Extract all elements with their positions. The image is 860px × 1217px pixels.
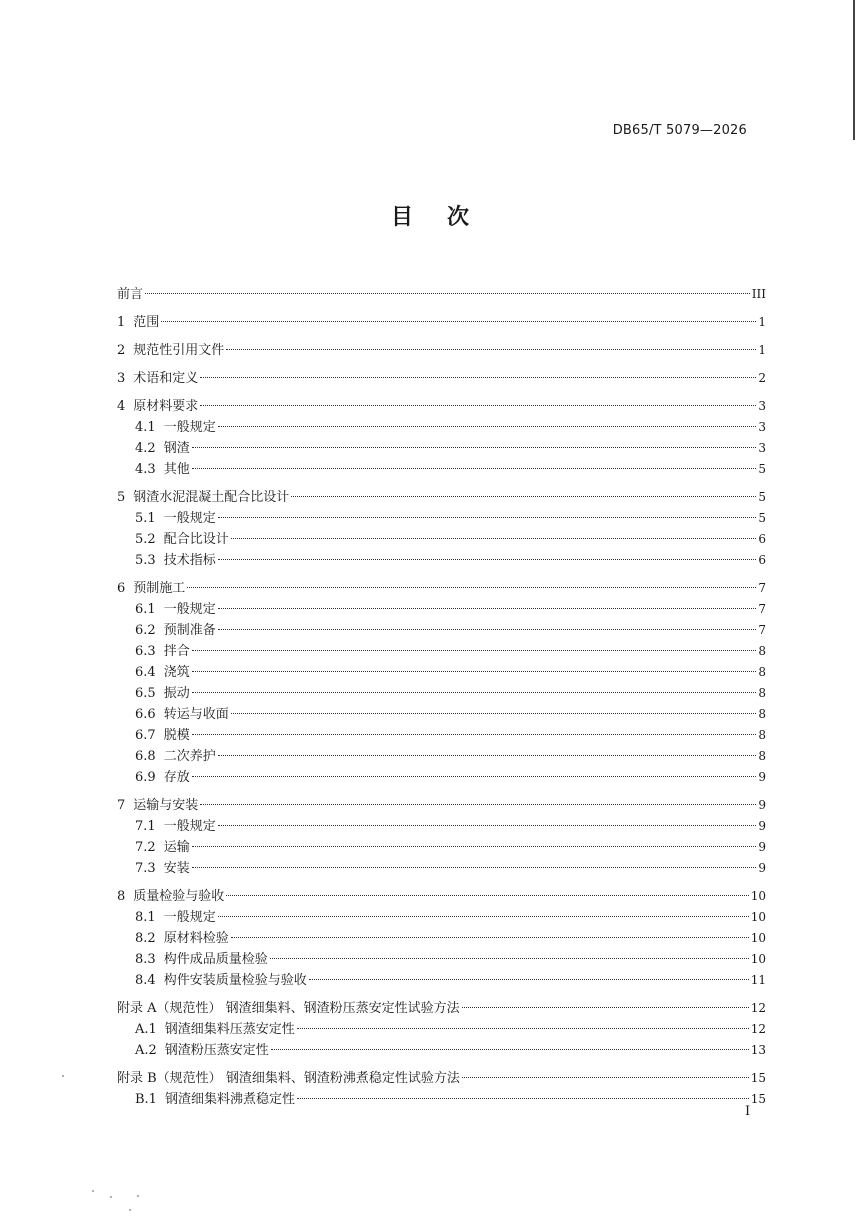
toc-entry-number: 4.3 xyxy=(135,462,156,477)
toc-entry-number: 6.3 xyxy=(135,644,156,659)
toc-entry-page: 12 xyxy=(750,1022,766,1036)
toc-entry-number: 5 xyxy=(117,490,126,505)
toc-entry-page: 1 xyxy=(758,343,766,357)
document-code: DB65/T 5079—2026 xyxy=(612,123,747,138)
toc-entry-number: 5.2 xyxy=(135,532,156,547)
toc-entry[interactable] xyxy=(117,999,766,1017)
toc-entry-number: 4 xyxy=(117,399,126,414)
toc-entry-number: 6.4 xyxy=(135,665,156,680)
toc-entry-number: 6.5 xyxy=(135,686,156,701)
toc-entry-page: 9 xyxy=(758,798,766,812)
toc-entry-title: 运输 xyxy=(163,840,190,855)
toc-entry-title: 钢渣粉压蒸安定性 xyxy=(164,1043,269,1058)
toc-entry[interactable] xyxy=(135,768,766,786)
toc-entry-title: 前言 xyxy=(117,287,144,302)
toc-entry-title: 浇筑 xyxy=(163,665,190,680)
toc-dot-leader xyxy=(271,1049,749,1050)
toc-entry-title: 规范性引用文件 xyxy=(133,343,225,358)
toc-entry[interactable] xyxy=(135,509,766,527)
toc-entry-page: 8 xyxy=(758,728,766,742)
toc-entry-title: 技术指标 xyxy=(163,553,216,568)
scan-speck xyxy=(92,1190,94,1192)
toc-dot-leader xyxy=(231,538,757,539)
toc-dot-leader xyxy=(226,349,756,350)
toc-entry-title: 脱模 xyxy=(163,728,190,743)
toc-entry[interactable] xyxy=(135,705,766,723)
toc-entry-page: 8 xyxy=(758,644,766,658)
toc-entry-page: 10 xyxy=(750,910,766,924)
toc-entry-page: 8 xyxy=(758,665,766,679)
toc-entry-page: 7 xyxy=(758,581,766,595)
toc-entry-title: 原材料要求 xyxy=(133,399,199,414)
toc-entry[interactable] xyxy=(135,971,766,989)
toc-entry-page: 5 xyxy=(758,462,766,476)
scan-speck xyxy=(62,1075,64,1077)
toc-entry[interactable] xyxy=(135,838,766,856)
toc-entry-number: 4.1 xyxy=(135,420,156,435)
toc-entry-page: 8 xyxy=(758,707,766,721)
toc-entry-number: 8.1 xyxy=(135,910,156,925)
toc-entry-number: 6 xyxy=(117,581,126,596)
toc-entry-page: 5 xyxy=(758,490,766,504)
toc-entry-title: 质量检验与验收 xyxy=(133,889,225,904)
toc-entry-title: 构件成品质量检验 xyxy=(163,952,268,967)
toc-dot-leader xyxy=(297,1028,749,1029)
toc-entry[interactable] xyxy=(135,1090,766,1108)
toc-entry[interactable] xyxy=(135,1020,766,1038)
toc-entry-number: 5.1 xyxy=(135,511,156,526)
toc-entry-page: 9 xyxy=(758,840,766,854)
toc-entry[interactable] xyxy=(117,341,766,359)
toc-entry-page: 3 xyxy=(758,399,766,413)
toc-dot-leader xyxy=(192,468,757,469)
scan-speck xyxy=(129,1209,131,1211)
toc-entry[interactable] xyxy=(135,929,766,947)
toc-entry[interactable] xyxy=(135,530,766,548)
toc-entry-title: 一般规定 xyxy=(163,910,216,925)
toc-dot-leader xyxy=(231,713,757,714)
scan-speck xyxy=(110,1196,112,1198)
toc-entry-title: 附录 B（规范性） 钢渣细集料、钢渣粉沸煮稳定性试验方法 xyxy=(117,1071,460,1086)
toc-entry[interactable] xyxy=(135,460,766,478)
toc-dot-leader xyxy=(187,587,756,588)
toc-entry-number: 6.7 xyxy=(135,728,156,743)
toc-entry[interactable] xyxy=(135,663,766,681)
toc-entry[interactable] xyxy=(135,439,766,457)
toc-entry-page: 5 xyxy=(758,511,766,525)
toc-dot-leader xyxy=(192,776,757,777)
toc-entry-title: 构件安装质量检验与验收 xyxy=(163,973,307,988)
toc-entry-page: 9 xyxy=(758,861,766,875)
toc-dot-leader xyxy=(192,650,757,651)
toc-entry-number: 7.1 xyxy=(135,819,156,834)
toc-entry-title: 原材料检验 xyxy=(163,931,229,946)
toc-dot-leader xyxy=(297,1098,749,1099)
scan-edge-line xyxy=(853,0,855,140)
toc-entry-page: 8 xyxy=(758,749,766,763)
toc-entry[interactable] xyxy=(135,600,766,618)
toc-entry-page: 15 xyxy=(750,1071,766,1085)
toc-entry[interactable] xyxy=(117,313,766,331)
toc-entry[interactable] xyxy=(135,684,766,702)
toc-entry[interactable] xyxy=(117,397,766,415)
toc-dot-leader xyxy=(200,405,756,406)
toc-entry[interactable] xyxy=(117,1069,766,1087)
toc-entry-title: 配合比设计 xyxy=(163,532,229,547)
toc-entry-page: 6 xyxy=(758,553,766,567)
toc-dot-leader xyxy=(192,734,757,735)
toc-entry-title: 一般规定 xyxy=(163,819,216,834)
toc-entry[interactable] xyxy=(135,859,766,877)
toc-entry-number: 7.3 xyxy=(135,861,156,876)
toc-dot-leader xyxy=(200,804,756,805)
toc-entry-page: 8 xyxy=(758,686,766,700)
toc-entry-page: 2 xyxy=(758,371,766,385)
toc-entry-number: 7 xyxy=(117,798,126,813)
toc-dot-leader xyxy=(192,846,757,847)
toc-entry-page: 1 xyxy=(758,315,766,329)
toc-dot-leader xyxy=(218,825,757,826)
toc-dot-leader xyxy=(145,293,750,294)
toc-dot-leader xyxy=(192,671,757,672)
toc-dot-leader xyxy=(218,608,757,609)
toc-dot-leader xyxy=(218,559,757,560)
toc-entry-number: 6.8 xyxy=(135,749,156,764)
toc-entry[interactable] xyxy=(135,551,766,569)
toc-dot-leader xyxy=(218,426,757,427)
toc-dot-leader xyxy=(192,447,757,448)
toc-dot-leader xyxy=(226,895,748,896)
toc-entry-number: 8 xyxy=(117,889,126,904)
toc-entry-title: 二次养护 xyxy=(163,749,216,764)
toc-entry[interactable] xyxy=(117,579,766,597)
toc-entry-number: 8.4 xyxy=(135,973,156,988)
toc-entry-title: 安装 xyxy=(163,861,190,876)
toc-entry-number: 6.2 xyxy=(135,623,156,638)
toc-entry-page: 12 xyxy=(750,1001,766,1015)
toc-dot-leader xyxy=(270,958,749,959)
toc-entry-number: 6.6 xyxy=(135,707,156,722)
toc-dot-leader xyxy=(218,755,757,756)
toc-entry-number: A.2 xyxy=(135,1043,157,1058)
toc-entry-title: 钢渣水泥混凝土配合比设计 xyxy=(133,490,290,505)
toc-entry-number: 7.2 xyxy=(135,840,156,855)
page-number: I xyxy=(745,1104,751,1119)
toc-entry[interactable] xyxy=(135,1041,766,1059)
toc-entry-title: 钢渣细集料压蒸安定性 xyxy=(164,1022,295,1037)
toc-entry-title: 钢渣细集料沸煮稳定性 xyxy=(164,1092,295,1107)
toc-entry[interactable] xyxy=(135,726,766,744)
toc-dot-leader xyxy=(231,937,749,938)
toc-entry-page: 10 xyxy=(750,952,766,966)
toc-entry[interactable] xyxy=(135,950,766,968)
toc-entry-title: 存放 xyxy=(163,770,190,785)
toc-entry-title: 振动 xyxy=(163,686,190,701)
toc-entry-number: 3 xyxy=(117,371,126,386)
toc-entry-page: 11 xyxy=(750,973,766,987)
scan-speck xyxy=(137,1195,139,1197)
toc-entry[interactable] xyxy=(117,369,766,387)
toc-entry-number: 8.2 xyxy=(135,931,156,946)
toc-entry-title: 一般规定 xyxy=(163,420,216,435)
toc-entry-page: III xyxy=(751,287,766,301)
toc-entry[interactable] xyxy=(117,887,766,905)
toc-entry-number: 5.3 xyxy=(135,553,156,568)
toc-entry-number: A.1 xyxy=(135,1022,157,1037)
toc-entry-title: 预制施工 xyxy=(133,581,186,596)
toc-entry[interactable] xyxy=(117,796,766,814)
toc-dot-leader xyxy=(192,867,757,868)
toc-dot-leader xyxy=(462,1007,749,1008)
toc-entry-title: 附录 A（规范性） 钢渣细集料、钢渣粉压蒸安定性试验方法 xyxy=(117,1001,460,1016)
toc-entry-page: 7 xyxy=(758,623,766,637)
toc-entry[interactable] xyxy=(117,488,766,506)
toc-entry-page: 9 xyxy=(758,819,766,833)
toc-entry-page: 10 xyxy=(750,889,766,903)
toc-entry-number: B.1 xyxy=(135,1092,157,1107)
toc-dot-leader xyxy=(218,517,757,518)
toc-entry[interactable] xyxy=(117,285,766,303)
toc-entry-title: 转运与收面 xyxy=(163,707,229,722)
toc-dot-leader xyxy=(309,979,749,980)
toc-entry-page: 9 xyxy=(758,770,766,784)
toc-entry-title: 拌合 xyxy=(163,644,190,659)
toc-entry-page: 7 xyxy=(758,602,766,616)
toc-entry-title: 其他 xyxy=(163,462,190,477)
toc-entry-title: 钢渣 xyxy=(163,441,190,456)
toc-dot-leader xyxy=(218,629,757,630)
toc-entry-page: 13 xyxy=(750,1043,766,1057)
toc-dot-leader xyxy=(291,496,756,497)
toc-entry-title: 运输与安装 xyxy=(133,798,199,813)
toc-dot-leader xyxy=(462,1077,749,1078)
toc-entry[interactable] xyxy=(135,642,766,660)
toc-entry-number: 6.9 xyxy=(135,770,156,785)
toc-dot-leader xyxy=(161,321,756,322)
page-title: 目次 xyxy=(390,204,503,230)
toc-entry[interactable] xyxy=(135,908,766,926)
toc-dot-leader xyxy=(218,916,749,917)
toc-entry-page: 10 xyxy=(750,931,766,945)
toc-entry-number: 1 xyxy=(117,315,126,330)
toc-entry-page: 6 xyxy=(758,532,766,546)
toc-entry[interactable] xyxy=(135,747,766,765)
toc-entry-page: 3 xyxy=(758,420,766,434)
toc-entry-title: 范围 xyxy=(133,315,160,330)
toc-entry-number: 6.1 xyxy=(135,602,156,617)
toc-entry-page: 15 xyxy=(750,1092,766,1106)
toc-entry-number: 4.2 xyxy=(135,441,156,456)
toc-entry-title: 一般规定 xyxy=(163,511,216,526)
toc-entry-number: 8.3 xyxy=(135,952,156,967)
toc-entry-title: 一般规定 xyxy=(163,602,216,617)
toc-entry[interactable] xyxy=(135,418,766,436)
toc-entry-title: 预制准备 xyxy=(163,623,216,638)
toc-entry-page: 3 xyxy=(758,441,766,455)
toc-dot-leader xyxy=(192,692,757,693)
toc-entry-title: 术语和定义 xyxy=(133,371,199,386)
toc-entry[interactable] xyxy=(135,817,766,835)
toc-entry-number: 2 xyxy=(117,343,126,358)
toc-entry[interactable] xyxy=(135,621,766,639)
toc-dot-leader xyxy=(200,377,756,378)
